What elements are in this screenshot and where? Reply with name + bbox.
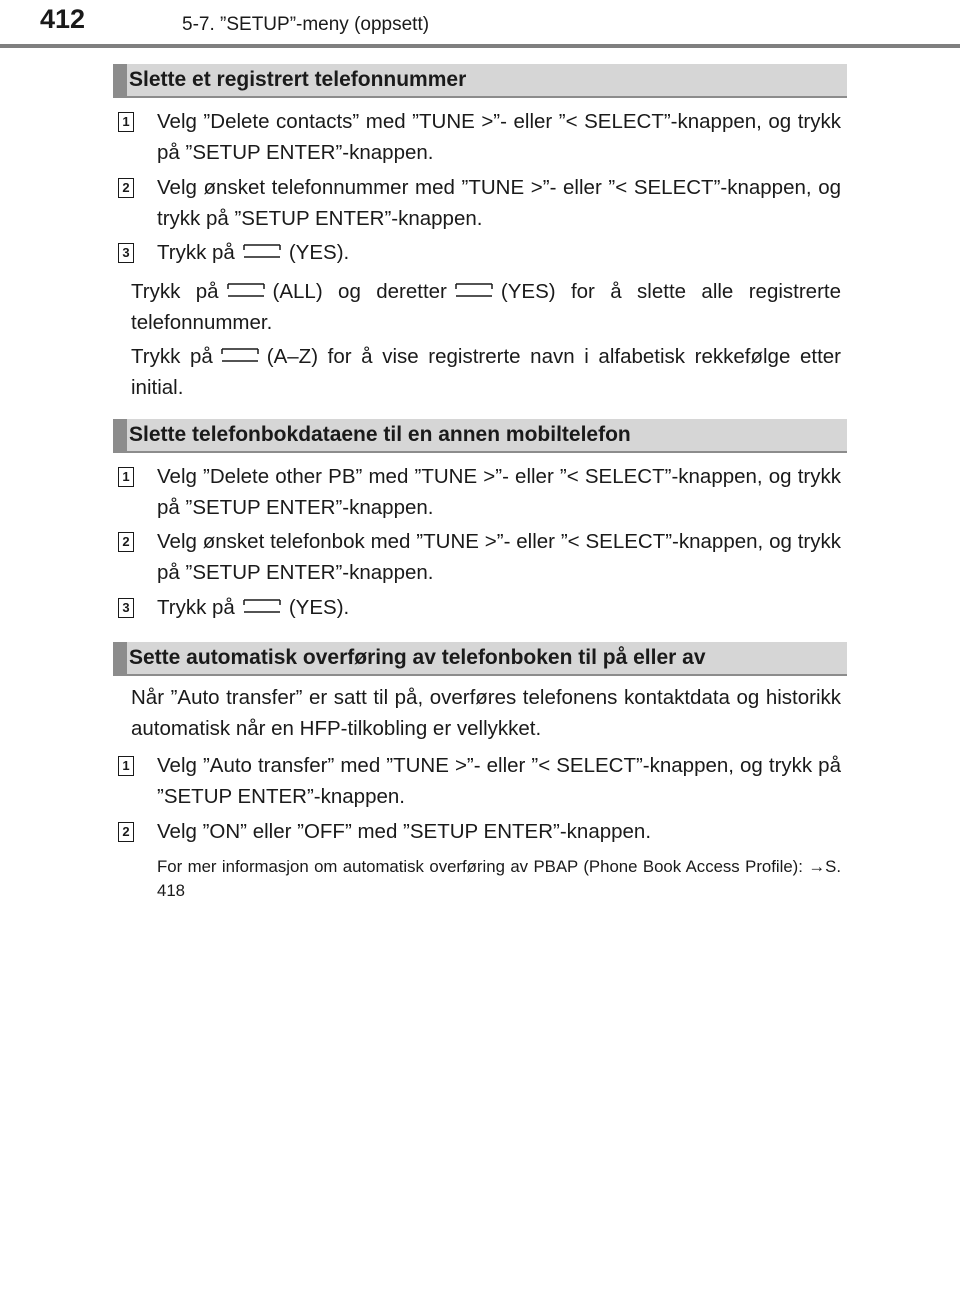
note-text-post: (YES) for å slette alle registrerte telefonnummer. bbox=[131, 280, 841, 334]
step-text: Velg ”Delete contacts” med ”TUNE >”- eller ”< SELECT”-knappen, og trykk på ”SETUP ENTER”-knappen. bbox=[157, 110, 841, 164]
note-text-mid: (ALL) og deretter bbox=[272, 280, 447, 303]
section-breadcrumb: 5-7. ”SETUP”-meny (oppsett) bbox=[182, 14, 430, 35]
intro-paragraph: Når ”Auto transfer” er satt til på, overføres telefonens kontaktdata og historikk automatisk når en HFP-tilkobling er vellykket. bbox=[131, 686, 841, 740]
step-number-badge: 2 bbox=[118, 822, 134, 842]
soft-key-button-icon bbox=[221, 348, 259, 362]
soft-key-button-icon bbox=[243, 599, 281, 613]
soft-key-button-icon bbox=[455, 283, 493, 297]
footnote: For mer informasjon om automatisk overføring av PBAP (Phone Book Access Profile): →S. 418 bbox=[157, 857, 841, 900]
step-text: Velg ”ON” eller ”OFF” med ”SETUP ENTER”-knappen. bbox=[157, 820, 652, 843]
soft-key-button-icon bbox=[243, 244, 281, 258]
step-text bbox=[157, 592, 841, 623]
note-paragraph bbox=[131, 341, 841, 403]
step-text: Velg ”Delete other PB” med ”TUNE >”- eller ”< SELECT”-knappen, og trykk på ”SETUP ENTER”-knappen. bbox=[157, 465, 841, 519]
step-number-badge: 2 bbox=[118, 532, 134, 552]
soft-key-button-icon bbox=[227, 283, 265, 297]
note-text-pre: Trykk på bbox=[131, 280, 219, 303]
step-number-badge: 1 bbox=[118, 756, 134, 776]
page-number: 412 bbox=[40, 4, 86, 34]
step-number-badge: 1 bbox=[118, 112, 134, 132]
step-text-pre: Trykk på bbox=[157, 596, 235, 619]
step-text: Velg ønsket telefonbok med ”TUNE >”- eller ”< SELECT”-knappen, og trykk på ”SETUP ENTER”-knappen. bbox=[157, 530, 841, 584]
page-header bbox=[0, 0, 960, 48]
step-number-badge: 3 bbox=[118, 598, 134, 618]
step-text-pre: Trykk på bbox=[157, 241, 235, 264]
step-text-post: (YES). bbox=[288, 241, 350, 264]
section-title-auto-transfer: Sette automatisk overføring av telefonboken til på eller av bbox=[113, 642, 847, 676]
step-text: Velg ønsket telefonnummer med ”TUNE >”- eller ”< SELECT”-knappen, og trykk på ”SETUP ENTER”-knappen. bbox=[157, 176, 841, 230]
step-number-badge: 3 bbox=[118, 243, 134, 263]
section-title-delete-other-phonebook: Slette telefonbokdataene til en annen mobiltelefon bbox=[113, 419, 847, 453]
step-number-badge: 1 bbox=[118, 467, 134, 487]
step-text: Velg ”Auto transfer” med ”TUNE >”- eller ”< SELECT”-knappen, og trykk på ”SETUP ENTER”-knappen. bbox=[157, 754, 841, 808]
header-divider bbox=[0, 44, 960, 48]
step-number-badge: 2 bbox=[118, 178, 134, 198]
note-text-pre: Trykk på bbox=[131, 345, 213, 368]
note-paragraph bbox=[131, 276, 841, 338]
step-text-post: (YES). bbox=[288, 596, 350, 619]
note-text-post: (A–Z) for å vise registrerte navn i alfabetisk rekkefølge etter initial. bbox=[131, 345, 841, 399]
section-title-delete-number: Slette et registrert telefonnummer bbox=[113, 64, 847, 98]
step-text bbox=[157, 237, 841, 268]
